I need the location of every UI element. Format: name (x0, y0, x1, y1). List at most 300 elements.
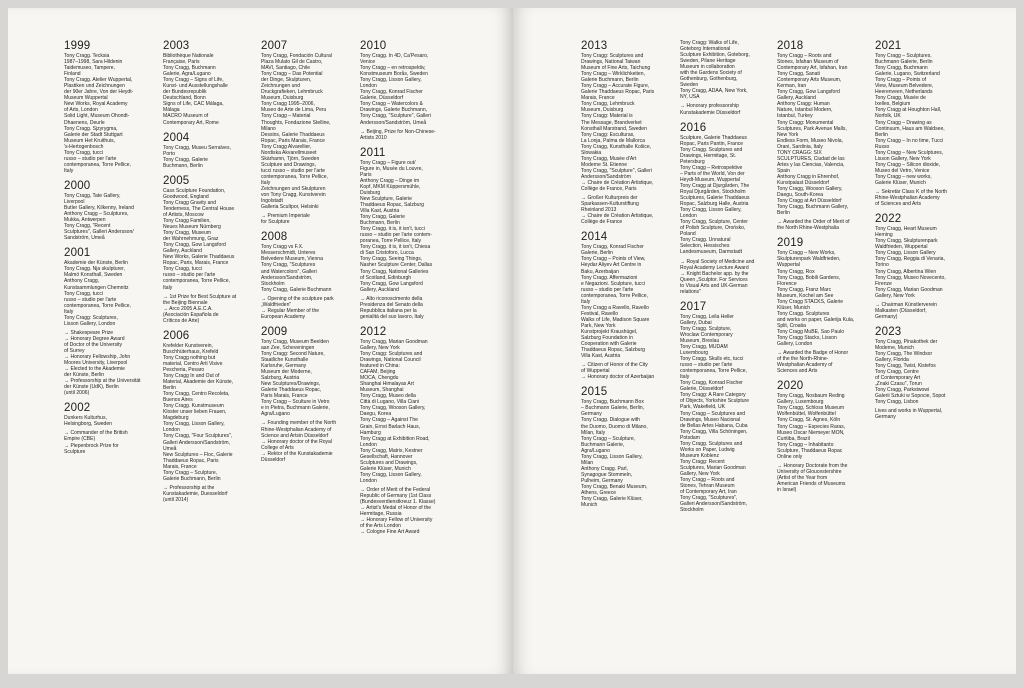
exhibition-entry: Artes y las Ciencias, Valencia, (777, 161, 845, 168)
exhibition-entry: the Beijing Biennale (163, 299, 208, 306)
exhibition-entry: Andersson/Sandström (581, 173, 631, 180)
exhibition-entry: contemporanea, Torre Pellice, (64, 161, 131, 168)
exhibition-entry: Pescheria, Pesaro (163, 366, 205, 373)
exhibition-entry: Petersburg (680, 158, 705, 165)
award-entry: → Founding member of the North (261, 420, 337, 427)
exhibition-entry: Galerie der Stadt Stuttgart (64, 131, 123, 138)
exhibition-entry: Tony Cragg. it is, it isn't, Chiesa (360, 244, 431, 251)
exhibition-entry: russo – studio per l'arte contem- (360, 232, 432, 239)
exhibition-entry: Buschhüterhaus, Krefeld (163, 348, 219, 355)
award-entry: → Beijing, Prize for Non-Chinese- (360, 128, 436, 135)
exhibition-entry: Tony Cragg at Art Düsseldorf (777, 198, 842, 205)
exhibition-entry: Split, Croatia (777, 322, 806, 329)
exhibition-entry: Tony Cragg: Esculturas, (581, 131, 635, 138)
exhibition-entry: Salzburg Foundation in (581, 335, 633, 342)
exhibition-entry: Heydt-Museum, Wuppertal (680, 176, 740, 183)
exhibition-entry: Tony Cragg STACKS, Galerie (777, 298, 844, 305)
award-entry: → Honorary professorship (680, 103, 739, 110)
exhibition-entry: Bibliothèque Nationale (163, 53, 214, 59)
exhibition-entry: Tony Cragg, Lisson Gallery, (360, 471, 422, 478)
award-entry: → Honorary Fellowship, John (64, 354, 131, 361)
exhibition-entry: Buenos Aires (163, 397, 193, 404)
year-heading: 2012 (360, 325, 387, 338)
exhibition-entry: Ropac, Paris, Marais, France (163, 260, 229, 267)
exhibition-entry: Umeå (163, 445, 177, 452)
exhibition-entry: Queen „Sculptor. For Services (680, 276, 748, 283)
exhibition-entry: aan Zee, Scheveningen (261, 344, 315, 351)
exhibition-entry: Kunstprojekt Kraushügel, (581, 328, 638, 335)
exhibition-entry: Tony Cragg, Tate Gallery, (64, 192, 121, 199)
exhibition-entry: New Works, Galerie Thaddaeus (163, 254, 235, 261)
year-section (163, 175, 261, 324)
exhibition-entry: – Buchmann Galerie, Berlin, (581, 405, 645, 412)
exhibition-entry: Andersson/Sandström, (261, 274, 313, 281)
exhibition-entry: Presidenza del Senato della (360, 301, 423, 308)
exhibition-entry: American Friends of Museums (777, 480, 846, 487)
exhibition-entry: Tony Cragg, Wooson Gallery, (360, 405, 426, 412)
exhibition-entry: Lisson Gallery, London (64, 320, 116, 327)
year-section (581, 40, 679, 225)
exhibition-entry: Torino (875, 262, 889, 269)
exhibition-entry: of Doctor of the University (64, 341, 123, 348)
exhibition-entry: the Duomo, Duomo di Milano, (581, 423, 648, 430)
exhibition-entry: Moderne St. Etienne (581, 161, 628, 168)
exhibition-entry: in Israel) (777, 487, 797, 493)
exhibition-entry: the North Rhine-Westphalia (777, 225, 839, 232)
award-entry: → Professorship at the (163, 484, 215, 491)
exhibition-entry: Tony Cragg, Musée d'Art (581, 155, 637, 162)
exhibition-entry: Ropac, Paris Marais, France (261, 137, 325, 144)
exhibition-entry: Thaddaeus Ropac, Paris (163, 457, 219, 464)
exhibition-entry: Düsseldorf (261, 456, 286, 463)
exhibition-entry: Sculptures, Galerie Thaddaeus (680, 195, 750, 202)
exhibition-entry: Tony Cragg – Roots and (777, 53, 832, 59)
column (261, 40, 359, 469)
exhibition-entry: Park, New York (581, 322, 616, 329)
exhibition-entry: Munich (581, 502, 598, 509)
exhibition-entry: Tony Cragg, Buchmann Gallery, (777, 204, 849, 211)
year-heading: 2013 (581, 40, 608, 52)
exhibition-entry: Collège de France (581, 219, 623, 226)
exhibition-entry: der 90er Jahre, Von der Heydt- (64, 89, 134, 96)
award-entry: → 1st Prize for Best Sculpture at (163, 293, 237, 300)
exhibition-entry: Cooperation with Galerie (581, 341, 637, 348)
exhibition-entry: Tony Cragg at Exhibition Road, (360, 435, 430, 442)
exhibition-entry: Finland (64, 71, 81, 78)
exhibition-entry: Poland (680, 231, 696, 238)
year-section (777, 237, 875, 374)
exhibition-entry: Istanbul, Turkey (777, 113, 813, 120)
year-heading: 2018 (777, 40, 804, 52)
exhibition-entry: Galerie Buchmann, Berlin (581, 77, 639, 84)
exhibition-entry: Tony Cragg. Dialogue with (581, 417, 640, 424)
exhibition-entry: Dessins, Galerie Thaddaeus (261, 131, 325, 138)
exhibition-entry: View, Museum Belvedere, (875, 83, 934, 90)
exhibition-entry: New Sculptures/Drawings, (261, 381, 321, 388)
exhibition-entry: Staatliche Kunsthalle (261, 357, 309, 364)
award-entry: → Artist's Medal of Honor of the (360, 505, 432, 512)
exhibition-entry: Deutschland, Bonn (163, 95, 206, 102)
exhibition-entry: Tony Cragg, Konrad Fischer (680, 380, 743, 387)
exhibition-entry: (Artist of the Year from (777, 474, 828, 481)
exhibition-entry: Tony Cragg, Gow Langsford (777, 89, 840, 96)
exhibition-entry: Tony Cragg – Especies Raras, (777, 423, 846, 430)
exhibition-entry: russo – studio per l'arte (64, 296, 117, 303)
exhibition-entry: Heydar Aliyev Art Centre in (581, 262, 642, 269)
exhibition-entry: Curitiba, Brazil (777, 435, 810, 442)
exhibition-entry: Kunstpalast Düsseldorf (777, 179, 829, 186)
exhibition-entry: Tony Cragg, Musée de (875, 95, 926, 102)
exhibition-entry: Tony Cragg, Buchmann (875, 65, 928, 72)
exhibition-entry: Ropac, Paris Pantin, France (680, 140, 744, 147)
exhibition-entry: Works on Paper, Ludwig (680, 446, 735, 453)
exhibition-entry: of Sciences and Arts (875, 201, 922, 208)
award-entry: → Honorary Fellow of University (360, 517, 433, 524)
exhibition-entry: Drawings, Hermitage, St. (680, 152, 737, 159)
exhibition-entry: 's-Hertogenbosch (64, 143, 104, 150)
exhibition-entry: Tony Cragg, Twist, Kistefos (875, 363, 936, 370)
exhibition-entry: Stockholm (680, 507, 704, 514)
year-section (875, 40, 973, 207)
exhibition-entry: of Wuppertal (581, 368, 610, 375)
exhibition-entry: Kunst- und Ausstellungshalle (163, 83, 228, 90)
column (163, 40, 261, 509)
award-entry: → Honorary Doctorate from the (777, 462, 848, 469)
exhibition-entry: „Znaki Czasu", Torun (875, 381, 922, 388)
exhibition-entry: Tony Cragg, "Sculptures (261, 262, 316, 269)
exhibition-entry: Online only (777, 453, 803, 460)
exhibition-entry: Tony Cragg – Sculptures, (875, 53, 932, 59)
award-entry: → Regular Member of the (261, 307, 320, 314)
year-heading: 2000 (64, 179, 91, 192)
exhibition-entry: e in Pietra, Buchmann Galerie, (261, 405, 330, 412)
exhibition-entry: Tony Cragg, Franz Marc (777, 286, 832, 293)
exhibition-entry: Tony Cragg – Sculptures and (680, 410, 746, 417)
exhibition-entry: Herning (875, 232, 893, 239)
exhibition-entry: Rhine-Westphalian Academy (875, 195, 940, 202)
exhibition-entry: Malkasten (Düsseldorf, (875, 307, 927, 314)
exhibition-entry: Tony Cragg. Skulls etc, tucci (680, 356, 744, 363)
exhibition-entry: Tony Cragg: Recent (680, 458, 725, 465)
exhibition-entry: Galleri Andersson/Sandström, (680, 501, 748, 508)
year-section (64, 180, 162, 241)
exhibition-entry: Galerie, Lugano, Switzerland (875, 71, 940, 78)
year-heading: 2014 (581, 231, 608, 244)
year-section (261, 231, 359, 320)
exhibition-entry: Tony Cragg. Sculptures and (680, 440, 743, 447)
exhibition-entry: Kerman, Iran (777, 83, 807, 90)
award-entry: → Awarded the Order of Merit of (777, 219, 850, 226)
exhibition-entry: Tony Cragg, MUDAM (680, 344, 728, 351)
exhibition-entry: Paris (360, 171, 372, 178)
exhibition-entry: Orani, Sardinia, Italy (777, 143, 823, 150)
exhibition-entry: Buchmann Galerie, (581, 441, 625, 448)
exhibition-entry: Thoughts, Fondazione Stelline, (261, 119, 331, 126)
exhibition-entry: Tony Cragg, Schloss Museum (777, 405, 845, 412)
exhibition-entry: Italy (64, 167, 74, 174)
exhibition-entry: (Asociación Española de (163, 311, 219, 318)
exhibition-entry: Berlin (163, 385, 176, 392)
exhibition-entry: Russo (875, 143, 890, 150)
exhibition-entry: Sculptures, Park Avenue Malls, (777, 125, 847, 132)
exhibition-entry: Synagogue Stommeln, (581, 471, 633, 478)
exhibition-entry: contemporanea, Torre Pellice, (163, 278, 230, 285)
exhibition-entry: Sculpture, Thaddaeus Ropac (777, 447, 843, 454)
exhibition-entry: russo – studio per l'arte (64, 155, 117, 162)
exhibition-entry: Tony Cragg, Wooson Gallery, (777, 186, 843, 193)
year-heading: 2020 (777, 380, 804, 393)
year-heading: 2019 (777, 237, 804, 250)
exhibition-entry: Italy (581, 298, 591, 305)
exhibition-entry: Krefelder Kunstverein, (163, 342, 213, 349)
exhibition-entry: Ixelles, Belgium (875, 101, 911, 108)
exhibition-entry: Tony Cragg: Monumental (777, 119, 834, 126)
exhibition-entry: Tony Cragg, Centre (875, 369, 919, 376)
exhibition-entry: Tony Cragg – Material (261, 113, 311, 120)
exhibition-entry: Sparkassen-Kulturstiftung (581, 201, 639, 208)
exhibition-entry: Tony Cragg – Figure out/ (360, 159, 416, 166)
exhibition-entry: Galleri Andersson/Sandström, (163, 439, 231, 446)
exhibition-entry: Tony Cragg Stacks, Lisson (777, 335, 837, 342)
exhibition-entry: Artists 2010 (360, 134, 387, 141)
award-entry: → Cologne Fine Art Award (360, 529, 420, 536)
exhibition-entry: Sculpture Exhibition, Goteborg, (680, 52, 750, 59)
exhibition-entry: Tony Cragg – New Works, (777, 250, 836, 257)
exhibition-entry: Tony Cragg nothing but (163, 354, 216, 361)
exhibition-entry: Gothenburg, Gothenburg, (680, 76, 738, 83)
award-entry: → Premium Imperiale (261, 213, 310, 220)
exhibition-entry: Museo Oscar Niemeyer MON, (777, 429, 845, 436)
exhibition-entry: Tony Cragg, The Windsor (875, 350, 933, 357)
exhibition-entry: Baku, Azerbaijan (581, 268, 619, 275)
exhibition-entry: der Künste (UdK), Berlin (64, 384, 119, 391)
year-section (777, 40, 875, 231)
exhibition-entry: Tony Cragg, Lehmbruck (581, 101, 635, 108)
left-page (8, 8, 513, 674)
exhibition-entry: Tony Cragg – en retrospektiv, (360, 65, 426, 72)
exhibition-entry: of Scotland, Edinburgh (360, 274, 412, 281)
exhibition-entry: Stockholm (261, 280, 285, 287)
exhibition-entry: Tony Cragg: Sculptures and (360, 350, 423, 357)
exhibition-entry: of the the North-Rhine- (777, 356, 829, 363)
exhibition-entry: Tony Cragg, Gow Langsford (360, 280, 423, 287)
exhibition-entry: Gallery, Auckland (360, 286, 399, 293)
exhibition-entry: Klüser, Munich (777, 304, 811, 311)
award-entry: → Großer Kulturpreis der (581, 195, 638, 202)
exhibition-entry: (Bundesverdienstkreuz 1. Klasse) (360, 499, 436, 506)
exhibition-entry: Nature, Istanbul Modern, (777, 107, 833, 114)
exhibition-entry: Solid Light, Museum Ohondt- (64, 113, 130, 120)
exhibition-entry: Tony Cragg, Leila Heller (680, 313, 734, 320)
exhibition-entry: Città di Lugano, Villa Ciani (360, 399, 420, 406)
exhibition-entry: 1987–1998, Sara Hildenin (64, 59, 123, 66)
exhibition-entry: Waldfrieden, Wuppertal (875, 244, 928, 251)
award-entry: → Order of Merit of the Federal (360, 487, 431, 493)
exhibition-entry: Museum of Fine Arts, Taichung (581, 65, 651, 72)
exhibition-entry: Kunstakademie, Duesseldorf (163, 490, 228, 497)
award-entry: → Honorary Degree Award (64, 335, 125, 342)
exhibition-entry: Tony Cragg, Skulpturenpark (875, 238, 938, 245)
exhibition-entry: Slowakia (581, 149, 602, 156)
exhibition-entry: Pulheim, Germany (581, 477, 623, 484)
exhibition-entry: Spain (777, 167, 790, 174)
exhibition-entry: Germany (581, 411, 602, 418)
exhibition-entry: Tony Cragg. In 4D, Ca'Pesaro, (360, 53, 429, 59)
year-heading: 2010 (360, 40, 387, 52)
exhibition-entry: Tony Cragg. it is, it isn't, tucci (360, 226, 425, 233)
exhibition-entry: Tony Cragg a Ravello, Ravello (581, 304, 649, 311)
exhibition-entry: Tony Cragg, Reggia di Venaria, (875, 256, 945, 263)
exhibition-entry: Sweden (680, 82, 699, 89)
exhibition-entry: Tony Cragg – Sculpture, (581, 435, 636, 442)
exhibition-entry: CAFAM, Beijing (360, 369, 396, 376)
exhibition-entry: Galerie, Düsseldorf (360, 95, 404, 102)
exhibition-entry: – Parts of the World, Von der (680, 170, 745, 177)
exhibition-entry: New Sculpture, Galerie (360, 195, 412, 202)
exhibition-entry: Tony Cragg, Lisson Gallery, (360, 77, 422, 84)
exhibition-entry: Nordiska Akvarellmuseet (261, 149, 317, 156)
exhibition-entry: Royal Djurgården, Stockholm (680, 188, 746, 195)
year-section (581, 231, 679, 380)
exhibition-entry: Milano (261, 125, 276, 132)
exhibition-entry: (until 2014) (163, 496, 189, 503)
exhibition-entry: Galerie, Agra/Lugano (163, 71, 211, 78)
award-entry: → Awarded the Badge of Honor (777, 350, 849, 357)
exhibition-entry: von Tony Cragg, Kunstverein (261, 192, 326, 199)
exhibition-entry: Ingolstadt (261, 198, 283, 205)
exhibition-entry: genialità del suo lavoro, Italy (360, 313, 424, 320)
exhibition-entry: Konstmuseum Borås, Sweden (360, 71, 428, 78)
exhibition-entry: Gallery, Florida (875, 357, 909, 364)
exhibition-entry: Tony Cragg, tucci (163, 266, 202, 273)
exhibition-entry: Tony Cragg, Rox (777, 268, 815, 275)
year-section (680, 40, 778, 116)
exhibition-entry: Contemporary Art, Rome (163, 119, 219, 126)
exhibition-entry: contemporanea, Torre Pellice, (261, 173, 328, 180)
exhibition-entry: Sculptures", Galleri Andersson/ (64, 229, 134, 236)
exhibition-entry: Norfolk, UK (875, 113, 901, 120)
exhibition-entry: Tony Cragg: Second Nature, (261, 350, 325, 357)
exhibition-entry: e Negazioni. Sculpture, tucci (581, 280, 645, 287)
exhibition-entry: University of Gloucestershire (777, 468, 842, 475)
exhibition-entry: Gallery, New York (875, 292, 915, 299)
exhibition-entry: Akademie der Künste, Berlin (64, 260, 128, 267)
exhibition-entry: Tony Cragg, Galerie (163, 156, 208, 163)
exhibition-entry: Firenze (875, 280, 892, 287)
exhibition-entry: der Künste, Berlin (64, 372, 105, 379)
year-heading: 1999 (64, 40, 91, 52)
exhibition-entry: TONY CRAGG: SIX (777, 149, 822, 156)
exhibition-entry: russo – studio per l'arte (680, 362, 733, 369)
exhibition-entry: Milan, Italy (581, 429, 606, 436)
exhibition-entry: Science and Artsin Düsseldorf (261, 432, 329, 439)
exhibition-entry: Italy (163, 284, 173, 291)
award-entry: → Chaire de Création Artistique, (581, 179, 654, 186)
exhibition-entry: Sculpture (64, 448, 86, 455)
exhibition-entry: Museo del Vetro, Venice (875, 167, 930, 174)
exhibition-entry: Zeichnungen und Skulpturen (261, 186, 326, 193)
exhibition-entry: Continuum, Haus am Waldsee, (875, 125, 945, 132)
exhibition-entry: Karlsruhe, Germany (261, 363, 307, 370)
exhibition-entry: Landesmuseum, Darmstadt (680, 249, 742, 256)
exhibition-entry: Tony Cragg, Bobili Gardens, (777, 274, 841, 281)
exhibition-entry: Buchmann, Berlin (360, 220, 400, 227)
exhibition-entry: Tony Cragg: A Rare Category (680, 392, 746, 399)
exhibition-entry: Tony Cragg, Benaki Museum, (581, 484, 648, 490)
exhibition-entry: Museum, Breslau (680, 337, 720, 344)
exhibition-entry: Tony Cragg – Sculpture, (163, 469, 218, 476)
exhibition-entry: Tony Cragg. Sculpture, (680, 325, 732, 332)
exhibition-entry: Tony Cragg, Albertina Wien (875, 268, 937, 275)
exhibition-entry: contemporanea, Torre Pellice, (581, 292, 648, 299)
exhibition-entry: Germany) (875, 313, 898, 320)
exhibition-entry: Tony Cragg, "Four Sculptures", (163, 433, 233, 440)
right-page (513, 8, 1016, 674)
exhibition-entry: Contemporary Art, Isfahan, Iran (777, 65, 848, 72)
exhibition-entry: Germany (875, 414, 896, 421)
exhibition-entry: Figure in, Musée du Louvre, (360, 165, 423, 172)
exhibition-entry: Moderne, Munich (875, 344, 914, 351)
exhibition-entry: Helsingborg, Sweden (64, 421, 112, 428)
exhibition-entry: Tony Cragg, Museu Serralves, (163, 144, 231, 151)
exhibition-entry: russo – studio per l'arte (581, 286, 634, 293)
exhibition-entry: Zeichnungen und (261, 83, 301, 90)
exhibition-entry: Tony Cragg, tucci (64, 149, 103, 156)
exhibition-entry: and Watercolors", Galleri (261, 268, 317, 275)
exhibition-entry: Gallery, Dubai (680, 319, 712, 326)
exhibition-entry: Tony Cragg, Museo della (360, 393, 416, 400)
exhibition-entry: Contemporary Arts Museum, (777, 77, 842, 84)
exhibition-entry: „Waldfrieden" (261, 301, 292, 308)
exhibition-entry: Goteborg International (680, 46, 731, 53)
exhibition-entry: Westphalian Academy of (777, 362, 833, 369)
exhibition-entry: Tony Cragg – Retrospektive (680, 164, 743, 171)
year-section (64, 40, 162, 174)
exhibition-entry: Tony Cragg, "Recent (64, 223, 111, 230)
exhibition-entry: Tony Cragg, Matrix, Kestner (360, 447, 423, 454)
exhibition-entry: Kunstsammlungen Chemnitz (64, 284, 129, 291)
exhibition-entry: Gallery, New York (360, 344, 400, 351)
exhibition-entry: Tony Cragg, "Sculpture", Galleri (581, 167, 652, 174)
exhibition-entry: Paris Marais, France (261, 393, 308, 400)
exhibition-entry: Tony Cragg – Accurate Figure, (581, 83, 650, 90)
exhibition-entry: Française, Paris (163, 59, 200, 66)
exhibition-entry: of Contemporary Art, Iran (680, 489, 737, 496)
exhibition-entry: Gallery, London (777, 341, 813, 348)
exhibition-entry: The Message, Brandverket (581, 119, 642, 126)
exhibition-entry: Porto (163, 150, 176, 157)
exhibition-entry: Tony Cragg at Djurgården, The (680, 182, 750, 189)
exhibition-entry: Tony Cragg, Galerie Buchmann (261, 286, 332, 293)
exhibition-entry: Tony Cragg, Parkstwowi (875, 387, 930, 394)
column (680, 40, 778, 519)
year-section (777, 380, 875, 493)
exhibition-entry: Tony Cragg, Lisson Gallery, (163, 421, 225, 428)
exhibition-entry: Tony Cragg. Unnatural (680, 237, 731, 244)
exhibition-entry: Gallery, Auckland (777, 95, 816, 102)
exhibition-entry: European Academy (261, 313, 306, 320)
exhibition-entry: Tony Cragg MuBE, Sao Paulo (777, 328, 845, 335)
exhibition-entry: New York (777, 131, 799, 138)
exhibition-entry: Tony Cragg. Sjzyrygma, (64, 125, 118, 132)
exhibition-entry: Wuppertal (777, 262, 800, 269)
exhibition-entry: contemporanea, Torre Pellice, (680, 368, 747, 375)
exhibition-entry: Butler Gallery, Kilkenny, Ireland (64, 205, 134, 212)
year-section (875, 213, 973, 320)
year-section (680, 301, 778, 514)
exhibition-entry: Neues Museum Nürnberg (163, 224, 221, 231)
exhibition-entry: Republic of Germany (1st Class (360, 493, 432, 500)
